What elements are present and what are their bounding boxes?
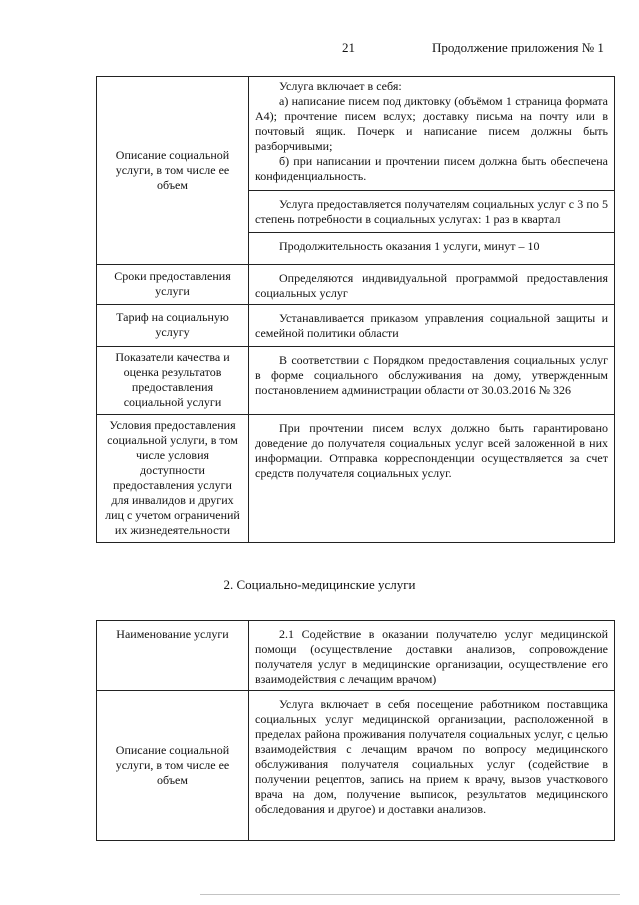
terms-label-cell: Сроки предоставления услуги — [97, 265, 249, 305]
conditions-label-cell: Условия предоставления социальной услуги, в том числе условия доступности предоставления услуги для инвалидов и других лиц с учетом ограничений их жизнедеятельности — [97, 415, 249, 543]
duration-cell: Продолжительность оказания 1 услуги, минут – 10 — [249, 233, 615, 265]
name-label-cell: Наименование услуги — [97, 621, 249, 691]
services-table-1 — [96, 76, 615, 543]
description-label-cell: Описание социальной услуги, в том числе ее объем — [97, 77, 249, 265]
quality-label-cell: Показатели качества и оценка результатов предоставления социальной услуги — [97, 347, 249, 415]
services-table-2 — [96, 620, 615, 841]
page-number: 21 — [342, 40, 355, 55]
terms-value-cell: Определяются индивидуальной программой предоставления социальных услуг — [249, 265, 615, 305]
description-value-cell-2: Услуга включает в себя посещение работником поставщика социальных услуг медицинской организации, расположенной в пределах района проживания получателя социальных услуг, с целью взаимодействия с лечащим врачом по вопросу медицинского обслуживания получателя социальных услуг (содействие в получении рецептов, запись на прием к врачу, вызов участкового врача на дом, получение выписок, результатов медицинского обследования и другое) и доставки анализов. — [249, 691, 615, 841]
tariff-label-cell: Тариф на социальную услугу — [97, 305, 249, 347]
section-title: 2. Социально-медицинские услуги — [223, 577, 416, 592]
scan-artifact-line — [200, 894, 620, 895]
description-label-cell-2: Описание социальной услуги, в том числе ее объем — [97, 691, 249, 841]
conditions-value-cell: При прочтении писем вслух должно быть гарантировано доведение до получателя социальных услуг всей заложенной в них информации. Отправка корреспонденции осуществляется за счет средств получателя социальных услуг. — [249, 415, 615, 543]
recipients-cell: Услуга предоставляется получателям социальных услуг с 3 по 5 степень потребности в социальных услугах: 1 раз в квартал — [249, 191, 615, 233]
description-content-cell — [249, 77, 615, 191]
description-intro: Услуга включает в себя: — [279, 79, 402, 93]
continuation-label: Продолжение приложения № 1 — [432, 40, 604, 55]
quality-value-cell: В соответствии с Порядком предоставления социальных услуг в форме социального обслуживания на дому, утвержденным постановлением администрации области от 30.03.2016 № 326 — [249, 347, 615, 415]
description-item-a: а) написание писем под диктовку (объёмом 1 страница формата А4); прочтение писем вслух; доставку письма на почту или в почтовый ящик. Почерк и написание писем должны быть разборчивыми; — [255, 94, 608, 153]
tariff-value-cell: Устанавливается приказом управления социальной защиты и семейной политики области — [249, 305, 615, 347]
name-value-cell: 2.1 Содействие в оказании получателю услуг медицинской помощи (осуществление доставки анализов, сопровождение получателя услуг в медицинские организации, осуществление его взаимодействия с лечащим врачом) — [249, 621, 615, 691]
description-item-b: б) при написании и прочтении писем должна быть обеспечена конфиденциальность. — [255, 154, 608, 183]
